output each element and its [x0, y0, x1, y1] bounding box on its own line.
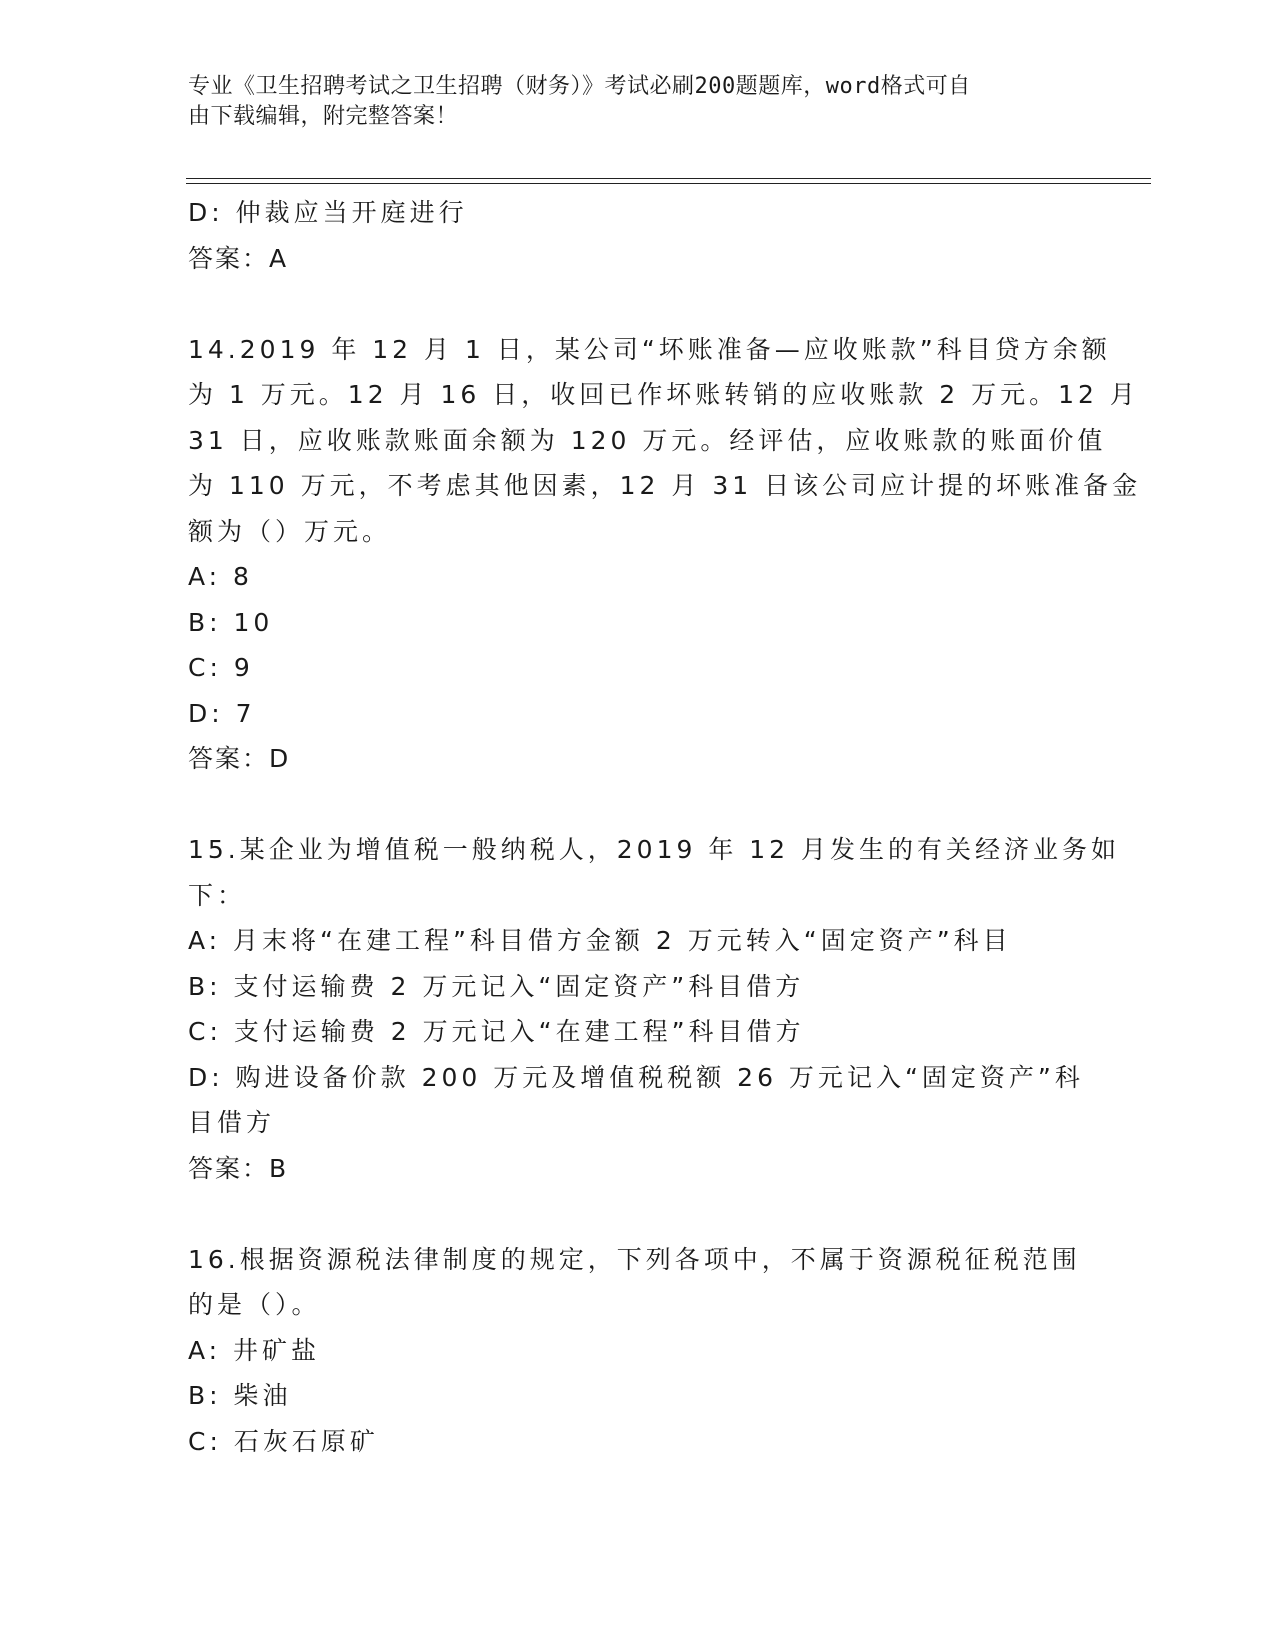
- option-a: A: 井矿盐: [188, 1335, 321, 1365]
- header-line-2: 由下载编辑，附完整答案！: [188, 104, 459, 129]
- spacer: [188, 1191, 1088, 1237]
- document-header: [188, 72, 1068, 132]
- option-b: B: 柴油: [188, 1381, 292, 1410]
- question-text-line: 14.2019 年 12 月 1 日，某公司“坏账准备—应收账款”科目贷方余额: [188, 334, 1111, 364]
- option-d: D: 7: [188, 698, 256, 728]
- option-d-continuation: 目借方: [188, 1108, 276, 1137]
- answer-line: 答案：B: [188, 1153, 289, 1183]
- option-d: D: 仲裁应当开庭进行: [188, 198, 468, 227]
- question-text-line: 31 日，应收账款账面余额为 120 万元。经评估，应收账款的账面价值: [188, 425, 1107, 455]
- question-text-line: 为 110 万元，不考虑其他因素，12 月 31 日该公司应计提的坏账准备金: [188, 471, 1142, 500]
- option-b: B: 支付运输费 2 万元记入“固定资产”科目借方: [188, 971, 805, 1001]
- question-text-line: 15.某企业为增值税一般纳税人，2019 年 12 月发生的有关经济业务如: [188, 835, 1121, 864]
- header-rule-top: [186, 178, 1151, 179]
- question-15: [188, 827, 1121, 1191]
- question-14: [188, 327, 1142, 782]
- option-c: C: 支付运输费 2 万元记入“在建工程”科目借方: [188, 1017, 805, 1046]
- question-text-line: 额为（）万元。: [188, 516, 392, 546]
- option-c: C: 石灰石原矿: [188, 1426, 379, 1456]
- option-b: B: 10: [188, 607, 274, 637]
- answer-line: 答案：A: [188, 243, 289, 273]
- question-16: [188, 1237, 1088, 1465]
- header-rule-bottom: [186, 183, 1151, 184]
- option-a: A: 月末将“在建工程”科目借方金额 2 万元转入“固定资产”科目: [188, 926, 1012, 955]
- option-a: A: 8: [188, 562, 253, 591]
- option-d: D: 购进设备价款 200 万元及增值税税额 26 万元记入“固定资产”科: [188, 1062, 1084, 1092]
- question-text-line: 的是（）。: [188, 1290, 321, 1319]
- question-text-line: 为 1 万元。12 月 16 日，收回已作坏账转销的应收账款 2 万元。12 月: [188, 380, 1139, 409]
- option-c: C: 9: [188, 653, 254, 682]
- spacer: [188, 281, 1088, 327]
- question-text-line: 16.根据资源税法律制度的规定，下列各项中，不属于资源税征税范围: [188, 1244, 1081, 1274]
- header-line-1: 专业《卫生招聘考试之卫生招聘（财务）》考试必刷200题题库，word格式可自: [188, 74, 971, 99]
- answer-line: 答案：D: [188, 744, 291, 773]
- question-text-line: 下：: [188, 880, 247, 910]
- prev-question-tail: [188, 190, 1088, 281]
- document-body: [188, 190, 1142, 1464]
- spacer: [188, 782, 1088, 828]
